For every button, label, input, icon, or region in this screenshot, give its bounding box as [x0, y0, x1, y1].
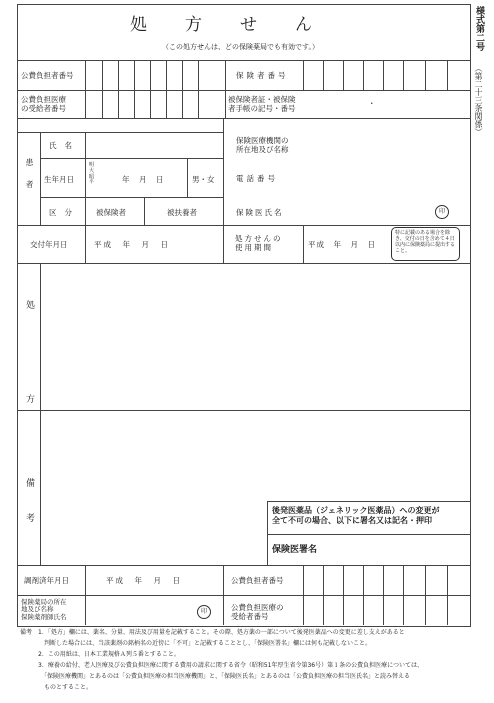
public-payer-number-label: 公費負担者番号 [21, 71, 74, 80]
name-label: 氏名 [49, 141, 80, 150]
valid-period-note: 特に記載のある場合を除き、交付の日を含めて４日以内に保険薬局に提出すること。 [391, 227, 460, 261]
birth-ymd: 年 月 日 [122, 175, 165, 184]
remarks-label-2: 考 [24, 513, 34, 522]
patient-label: 患者 [25, 158, 34, 202]
dependent-label: 被扶養者 [167, 208, 197, 217]
insured-card-label: 被保険者証・被保険 者手帳の記号・番号 [228, 95, 296, 114]
sex-label: 男・女 [192, 175, 215, 184]
form-side-label: 様式第二号 [474, 6, 484, 51]
form-title: 処方せん [130, 15, 350, 35]
valid-period-value: 平成 年 月 日 [308, 240, 376, 249]
public-recipient-number-label-2: 公費負担医療の 受給者番号 [231, 603, 284, 622]
pharmacist-seal-icon: 印 [197, 605, 211, 619]
doctor-name-label: 保険医氏名 [236, 208, 284, 217]
doctor-seal-icon: 印 [435, 205, 449, 219]
generic-drug-notice: 後発医薬品（ジェネリック医薬品）への変更が 全て不可の場合、以下に署名又は記名・押印 [272, 506, 440, 525]
insured-person-label: 被保険者 [96, 208, 126, 217]
insured-card-dot: ・ [368, 99, 376, 108]
footer-line: 判断した場合には、当該薬剤の銘柄名の近傍に「不可」と記載することとし、「保険医署名」欄には何も記載しないこと。 [20, 640, 372, 647]
era-label: 明 大 昭 平 [89, 162, 95, 186]
footer-line: 備考 1．「処方」欄には、薬名、分量、用法及び用量を記載すること。その際、処方薬の一部について後発医薬品への変更に差し支えがあると [20, 629, 405, 636]
valid-period-label: 処方せんの 使用期間 [235, 234, 283, 253]
institution-label: 保険医療機関の 所在地及び名称 [236, 136, 289, 155]
form-subtitle: （この処方せんは、どの保険薬局でも有効です。） [162, 43, 319, 51]
footer-line: 3．療養の給付、老人医療及び公費負担医療に関する費用の請求に関する省令（昭和51年厚生省令第36号）第１条の公費負担医療については、 [20, 662, 423, 669]
insurer-number-label: 保険者番号 [236, 71, 289, 80]
category-label: 区分 [49, 208, 80, 217]
footer-line: 「保険医療機関」とあるのは「公費負担医療の担当医療機関」と、「保険医氏名」とあるのは「公費負担医療の担当医氏名」と読み替える [20, 673, 411, 680]
form-side-ref: （第二十三条関係） [474, 64, 483, 136]
doctor-signature-label[interactable]: 保険医署名 [272, 545, 318, 555]
phone-label: 電話番号 [236, 174, 278, 183]
issue-date-value: 平成 年 月 日 [94, 240, 170, 249]
prescription-label-2: 方 [24, 394, 34, 403]
pharmacy-label: 保険薬局の所在 地及び名称 保険薬剤師氏名 [21, 598, 67, 621]
remarks-label-1: 備 [24, 478, 34, 487]
dispense-date-label: 調剤済年月日 [24, 576, 69, 585]
footer-line: 2．この用紙は、日本工業規格Ａ列５番とすること。 [20, 651, 180, 658]
public-recipient-number-label: 公費負担医療 の受給者番号 [21, 95, 66, 114]
birthdate-label: 生年月日 [44, 175, 74, 184]
dispense-date-value: 平成 年 月 日 [106, 576, 182, 585]
public-payer-number-label-2: 公費負担者番号 [231, 576, 284, 585]
prescription-label-1: 処 [24, 300, 34, 309]
issue-date-label: 交付年月日 [30, 240, 68, 249]
footer-line: ものとすること。 [20, 684, 93, 691]
